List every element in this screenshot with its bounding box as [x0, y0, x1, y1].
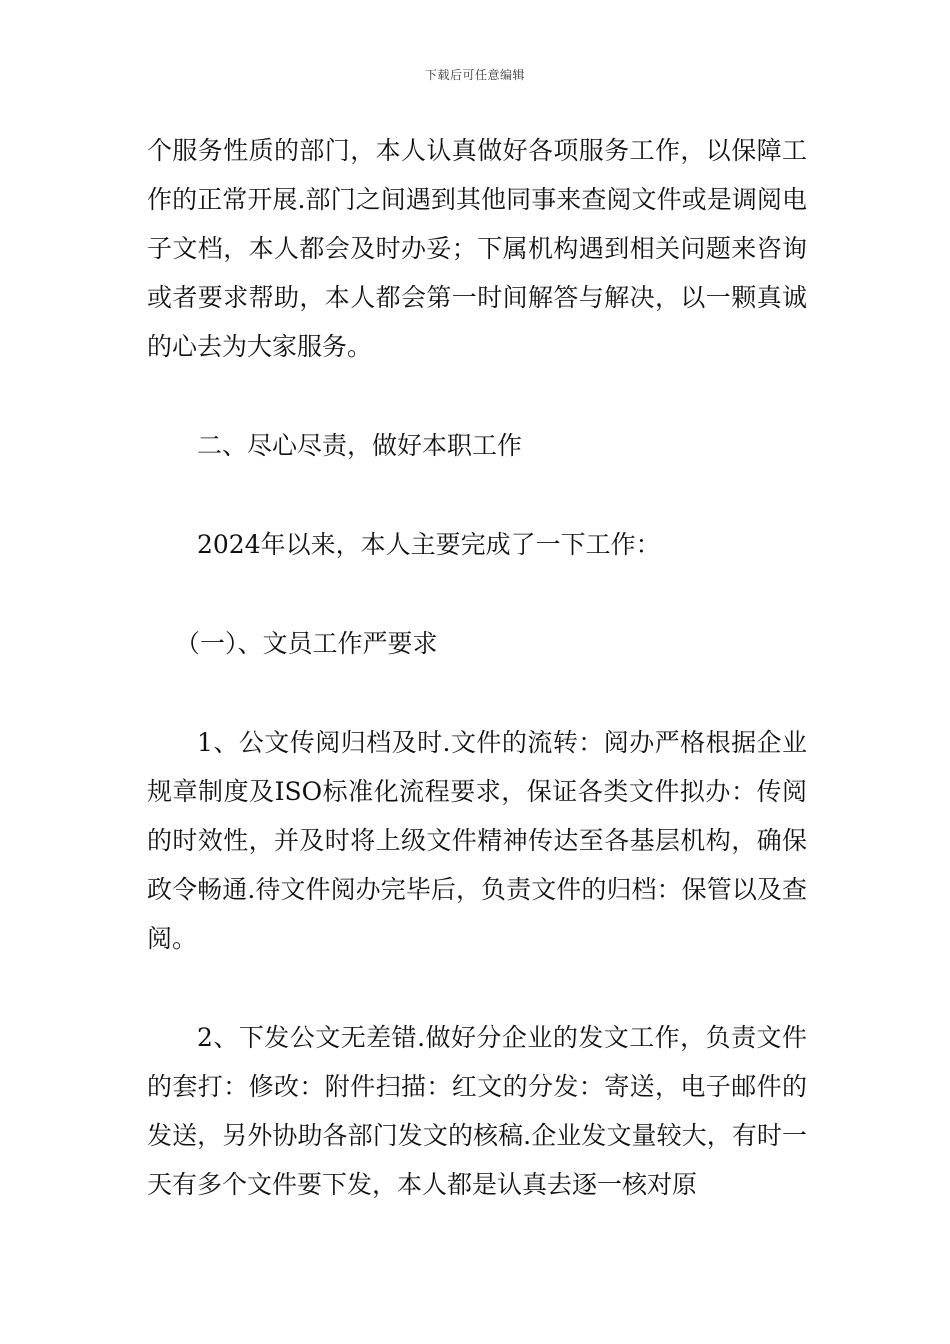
subsection-heading-clerk: （一）、文员工作严要求 — [175, 629, 438, 658]
paragraph-item-2: 2、下发公文无差错.做好分企业的发文工作，负责文件的套打：修改：附件扫描：红文的分发：寄送，电子邮件的发送，另外协助各部门发文的核稿.企业发文量较大，有时一天有多个文件要下发，本人都是认真去逐一核对原 — [147, 1023, 807, 1199]
section-heading-duties: 二、尽心尽责，做好本职工作 — [197, 431, 523, 460]
paragraph-work-summary: 2024年以来，本人主要完成了一下工作： — [197, 530, 661, 559]
document-body — [147, 126, 807, 1209]
paragraph-item-1: 1、公文传阅归档及时.文件的流转：阅办严格根据企业规章制度及ISO标准化流程要求，保证各类文件拟办：传阅的时效性，并及时将上级文件精神传达至各基层机构，确保政令畅通.待文件阅办完毕后，负责文件的归档：保管以及查阅。 — [147, 728, 807, 953]
page-header-note: 下载后可任意编辑 — [424, 68, 525, 82]
paragraph-service: 个服务性质的部门，本人认真做好各项服务工作，以保障工作的正常开展.部门之间遇到其他同事来查阅文件或是调阅电子文档，本人都会及时办妥；下属机构遇到相关问题来咨询或者要求帮助，本人都会第一时间解答与解决，以一颗真诚的心去为大家服务。 — [147, 136, 807, 361]
